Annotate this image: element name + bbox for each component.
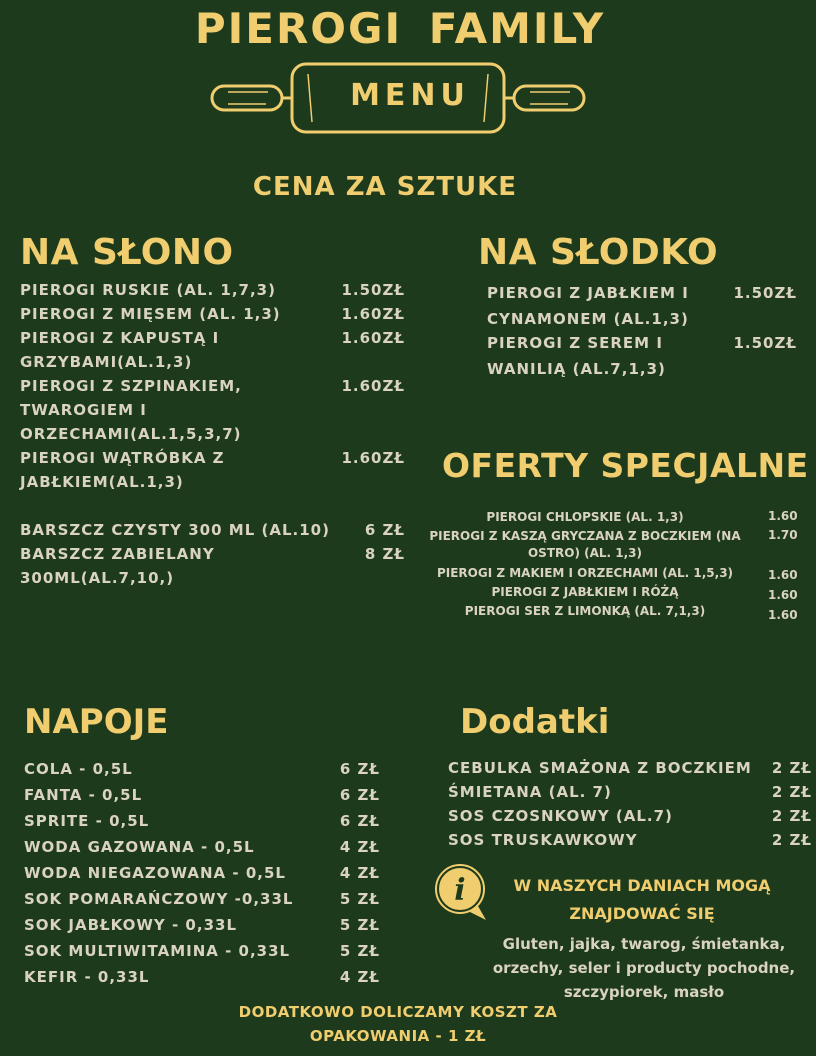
list-item: SOK MULTIWITAMINA - 0,33L 5 ZŁ bbox=[24, 942, 380, 960]
section-heading-dodatki: Dodatki bbox=[460, 702, 610, 742]
list-item: PIEROGI Z KAPUSTĄ I GRZYBAMI(AL.1,3) 1.60ZŁ bbox=[20, 329, 405, 371]
list-item: WODA NIEGAZOWANA - 0,5L 4 ZŁ bbox=[24, 864, 380, 882]
list-item-name: PIEROGI Z KASZĄ GRYCZANA Z BOCZKIEM (NA OSTRO) (AL. 1,3) bbox=[429, 529, 741, 560]
list-item: WODA GAZOWANA - 0,5L 4 ZŁ bbox=[24, 838, 380, 856]
list-item: PIEROGI WĄTRÓBKA Z JABŁKIEM(AL.1,3) 1.60ZŁ bbox=[20, 449, 405, 491]
allergen-notice-title: W NASZYCH DANIACH MOGĄ ZNAJDOWAĆ SIĘ bbox=[513, 876, 771, 923]
list-item-name: PIEROGI CHLOPSKIE (AL. 1,3) bbox=[486, 510, 684, 524]
list-item: BARSZCZ CZYSTY 300 ML (AL.10) 6 ZŁ bbox=[20, 521, 405, 539]
list-item: SOK JABŁKOWY - 0,33L 5 ZŁ bbox=[24, 916, 380, 934]
list-item: PIEROGI Z SZPINAKIEM, TWAROGIEM I ORZECHAMI(AL.1,5,3,7) 1.60ZŁ bbox=[20, 377, 405, 443]
section-heading-na-slodko: NA SŁODKO bbox=[478, 232, 719, 273]
list-item: ŚMIETANA (AL. 7) 2 ZŁ bbox=[448, 783, 812, 801]
price-per-piece-heading: CENA ZA SZTUKE bbox=[252, 172, 518, 202]
list-item-price: 1.60 bbox=[768, 588, 798, 602]
list-item: KEFIR - 0,33L 4 ZŁ bbox=[24, 968, 380, 986]
svg-text:i: i bbox=[454, 873, 466, 908]
section-heading-na-slono: NA SŁONO bbox=[20, 232, 234, 273]
list-item: CEBULKA SMAŻONA Z BOCZKIEM 2 ZŁ bbox=[448, 759, 812, 777]
menu-label: MENU bbox=[350, 78, 470, 113]
list-item: PIEROGI Z MIĘSEM (AL. 1,3) 1.60ZŁ bbox=[20, 305, 405, 323]
section-heading-napoje: NAPOJE bbox=[24, 702, 169, 742]
list-item-name: PIEROGI SER Z LIMONKĄ (AL. 7,1,3) bbox=[464, 604, 706, 618]
list-item-name: PIEROGI Z JABŁKIEM I RÓŻĄ bbox=[491, 585, 679, 599]
list-item: BARSZCZ ZABIELANY 300ML(AL.7,10,) 8 ZŁ bbox=[20, 545, 405, 587]
list-item: FANTA - 0,5L 6 ZŁ bbox=[24, 786, 380, 804]
restaurant-title: PIEROGI FAMILY bbox=[194, 4, 606, 53]
list-item: SOS TRUSKAWKOWY 2 ZŁ bbox=[448, 831, 812, 849]
list-item: COLA - 0,5L 6 ZŁ bbox=[24, 760, 380, 778]
list-item: PIEROGI Z JABŁKIEM I CYNAMONEM (AL.1,3) 1.50ZŁ bbox=[487, 284, 797, 328]
list-item: SOS CZOSNKOWY (AL.7) 2 ZŁ bbox=[448, 807, 812, 825]
allergen-list: Gluten, jajka, twarog, śmietanka, orzechy, seler i producty pochodne, szczypiorek, masło bbox=[492, 935, 796, 1001]
list-item-price: 1.60 bbox=[768, 608, 798, 622]
list-item: PIEROGI RUSKIE (AL. 1,7,3) 1.50ZŁ bbox=[20, 281, 405, 299]
list-item-name: PIEROGI Z MAKIEM I ORZECHAMI (AL. 1,5,3) bbox=[436, 566, 734, 580]
packaging-fee-note: DODATKOWO DOLICZAMY KOSZT ZA OPAKOWANIA - 1 ZŁ bbox=[238, 1003, 558, 1045]
list-item-price: 1.70 bbox=[768, 528, 798, 542]
list-item: PIEROGI Z SEREM I WANILIĄ (AL.7,1,3) 1.50ZŁ bbox=[487, 334, 797, 378]
section-heading-oferty-specjalne: OFERTY SPECJALNE bbox=[442, 446, 809, 485]
info-icon bbox=[430, 860, 490, 922]
list-item-price: 1.60 bbox=[768, 568, 798, 582]
list-item: SPRITE - 0,5L 6 ZŁ bbox=[24, 812, 380, 830]
list-item: SOK POMARAŃCZOWY -0,33L 5 ZŁ bbox=[24, 890, 380, 908]
list-item-price: 1.60 bbox=[768, 509, 798, 523]
